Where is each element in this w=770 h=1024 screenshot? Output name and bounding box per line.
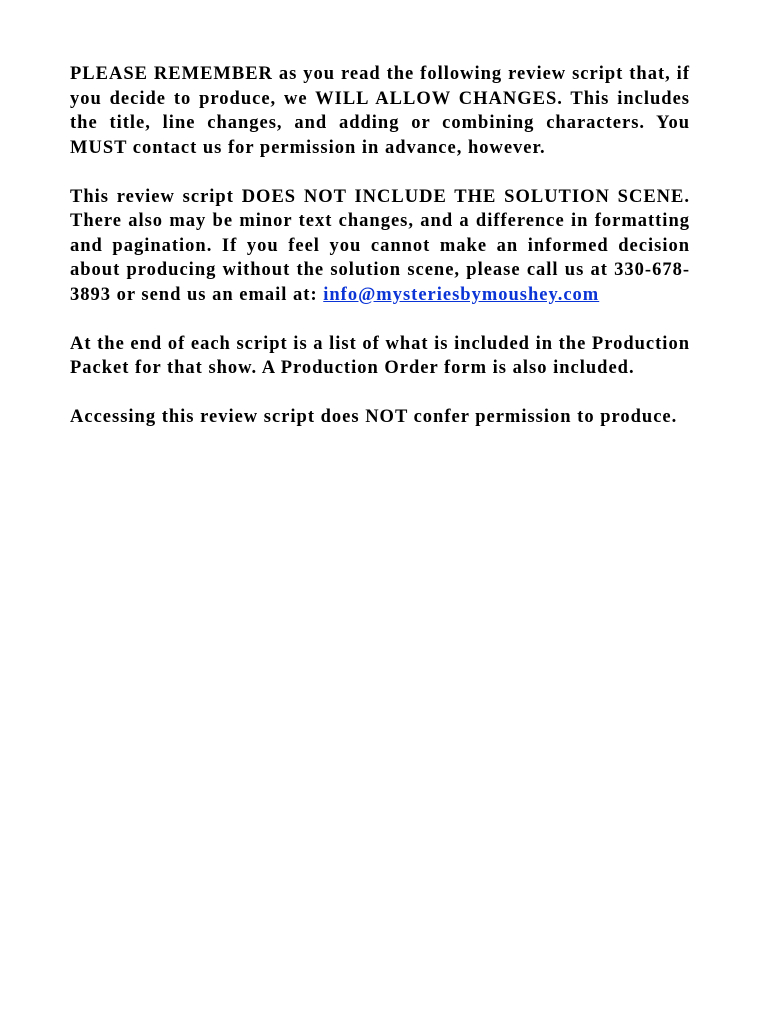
notice-paragraph-production-packet: At the end of each script is a list of what is included in the Production Packet for that show. A Production Order form is also included. (70, 333, 690, 378)
notice-paragraph-solution-scene (70, 185, 690, 308)
email-link[interactable]: info@mysteriesbymoushey.com (323, 284, 600, 305)
notice-paragraph-permission: Accessing this review script does NOT confer permission to produce. (70, 407, 678, 427)
solution-scene-text: This review script DOES NOT INCLUDE THE SOLUTION SCENE. There also may be minor text changes, and a difference in formatting and pagination. If you feel you cannot make an informed decision about producing without the solution scene, please call us at 330-678-3893 or send us an email at: (70, 186, 690, 305)
notice-paragraph-changes: PLEASE REMEMBER as you read the following review script that, if you decide to produce, we WILL ALLOW CHANGES. This includes the title, line changes, and adding or combining characters. You MUST contact us for permission in advance, however. (70, 64, 690, 158)
document-page (70, 62, 690, 454)
